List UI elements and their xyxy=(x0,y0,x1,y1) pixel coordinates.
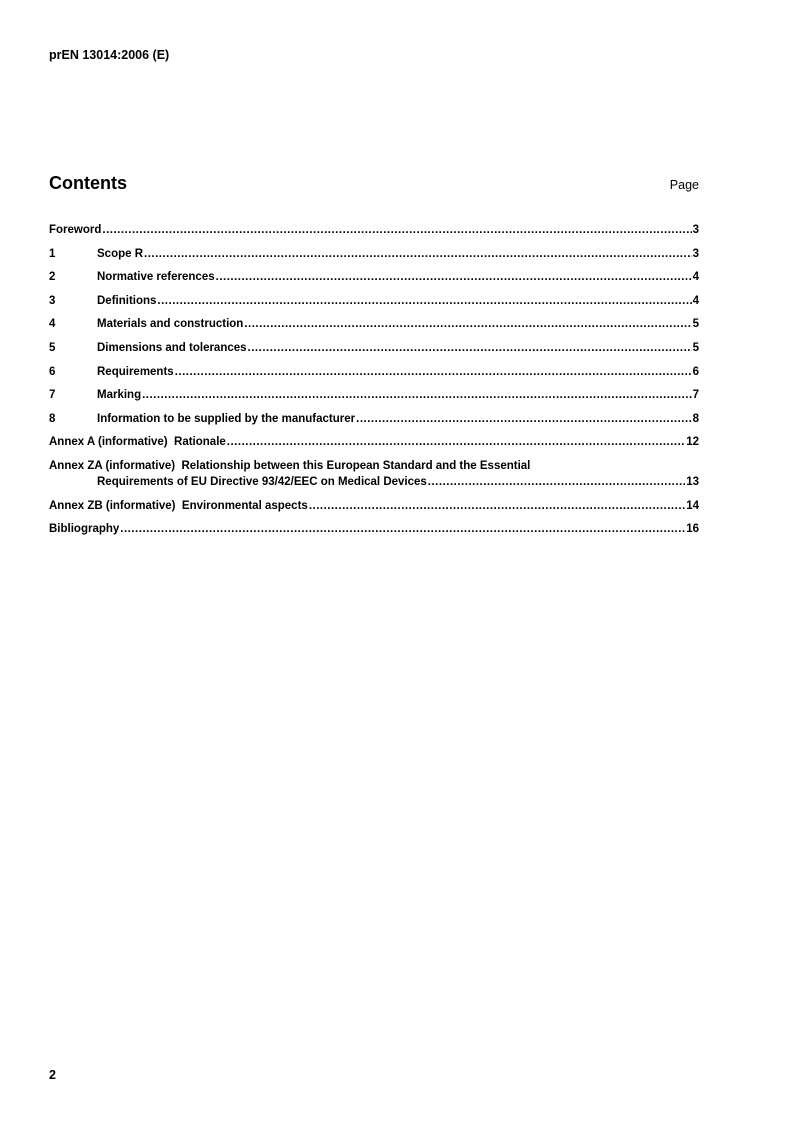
toc-entry-materials[interactable] xyxy=(49,316,699,332)
toc-entry-page: 14 xyxy=(686,499,699,512)
dot-leader xyxy=(142,387,692,403)
toc-entry-page: 12 xyxy=(686,436,699,449)
toc-entry-dimensions[interactable] xyxy=(49,340,699,356)
toc-entry-label: Annex A (informative) Rationale xyxy=(49,436,226,449)
dot-leader xyxy=(144,246,692,262)
toc-entry-number: 4 xyxy=(49,318,56,331)
toc-entry-annex-zb[interactable] xyxy=(49,498,699,514)
toc-entry-label: Foreword xyxy=(49,224,102,236)
toc-entry-label: Scope R xyxy=(97,247,144,260)
toc-entry-page: 7 xyxy=(692,389,699,402)
toc-entry-annex-a[interactable] xyxy=(49,434,699,450)
toc-entry-scope[interactable] xyxy=(49,246,699,262)
toc-entry-label: Annex ZA (informative) Relationship between this European Standard and the Essential xyxy=(49,459,531,472)
toc-entry-label-continued: Requirements of EU Directive 93/42/EEC on Medical Devices xyxy=(97,475,427,488)
toc-entry-number: 5 xyxy=(49,341,56,354)
toc-entry-number: 2 xyxy=(49,271,56,284)
toc-entry-number: 3 xyxy=(49,294,56,307)
toc-entry-page: 6 xyxy=(692,365,699,378)
toc-entry-label: Annex ZB (informative) Environmental aspects xyxy=(49,499,308,512)
toc-entry-page: 3 xyxy=(692,224,699,236)
toc-entry-number: 6 xyxy=(49,365,56,378)
table-of-contents xyxy=(49,222,699,545)
toc-entry-page: 5 xyxy=(692,318,699,331)
dot-leader xyxy=(102,222,691,238)
toc-entry-requirements[interactable] xyxy=(49,364,699,380)
page-number: 2 xyxy=(49,1068,56,1082)
toc-entry-information[interactable] xyxy=(49,411,699,427)
toc-entry-label: Normative references xyxy=(97,271,215,284)
dot-leader xyxy=(227,434,685,450)
toc-entry-label: Information to be supplied by the manufacturer xyxy=(97,412,356,425)
dot-leader xyxy=(428,474,685,490)
toc-entry-label: Requirements xyxy=(97,365,174,378)
toc-entry-page: 13 xyxy=(686,475,699,488)
toc-entry-number: 1 xyxy=(49,247,56,260)
toc-entry-page: 3 xyxy=(692,247,699,260)
toc-entry-bibliography[interactable] xyxy=(49,521,699,537)
dot-leader xyxy=(157,293,691,309)
toc-entry-marking[interactable] xyxy=(49,387,699,403)
toc-entry-page: 8 xyxy=(692,412,699,425)
dot-leader xyxy=(175,364,692,380)
contents-heading: Contents xyxy=(49,173,127,193)
toc-entry-page: 16 xyxy=(686,523,699,536)
toc-entry-number: 8 xyxy=(49,412,56,425)
dot-leader xyxy=(120,521,685,537)
toc-entry-page: 4 xyxy=(692,271,699,284)
toc-entry-foreword[interactable] xyxy=(49,222,699,238)
dot-leader xyxy=(248,340,692,356)
toc-entry-annex-za[interactable] xyxy=(49,458,699,490)
document-id-header: prEN 13014:2006 (E) xyxy=(49,48,170,62)
toc-entry-label: Bibliography xyxy=(49,523,120,536)
toc-entry-definitions[interactable] xyxy=(49,293,699,309)
dot-leader xyxy=(216,269,692,285)
toc-entry-label: Materials and construction xyxy=(97,318,244,331)
toc-entry-label: Marking xyxy=(97,389,142,402)
toc-entry-page: 5 xyxy=(692,341,699,354)
dot-leader xyxy=(309,498,685,514)
dot-leader xyxy=(356,411,691,427)
dot-leader xyxy=(244,316,691,332)
toc-entry-page: 4 xyxy=(692,294,699,307)
toc-entry-normative-references[interactable] xyxy=(49,269,699,285)
toc-entry-label: Dimensions and tolerances xyxy=(97,341,247,354)
toc-entry-label: Definitions xyxy=(97,294,157,307)
page-column-label: Page xyxy=(669,178,699,192)
toc-entry-number: 7 xyxy=(49,389,56,402)
